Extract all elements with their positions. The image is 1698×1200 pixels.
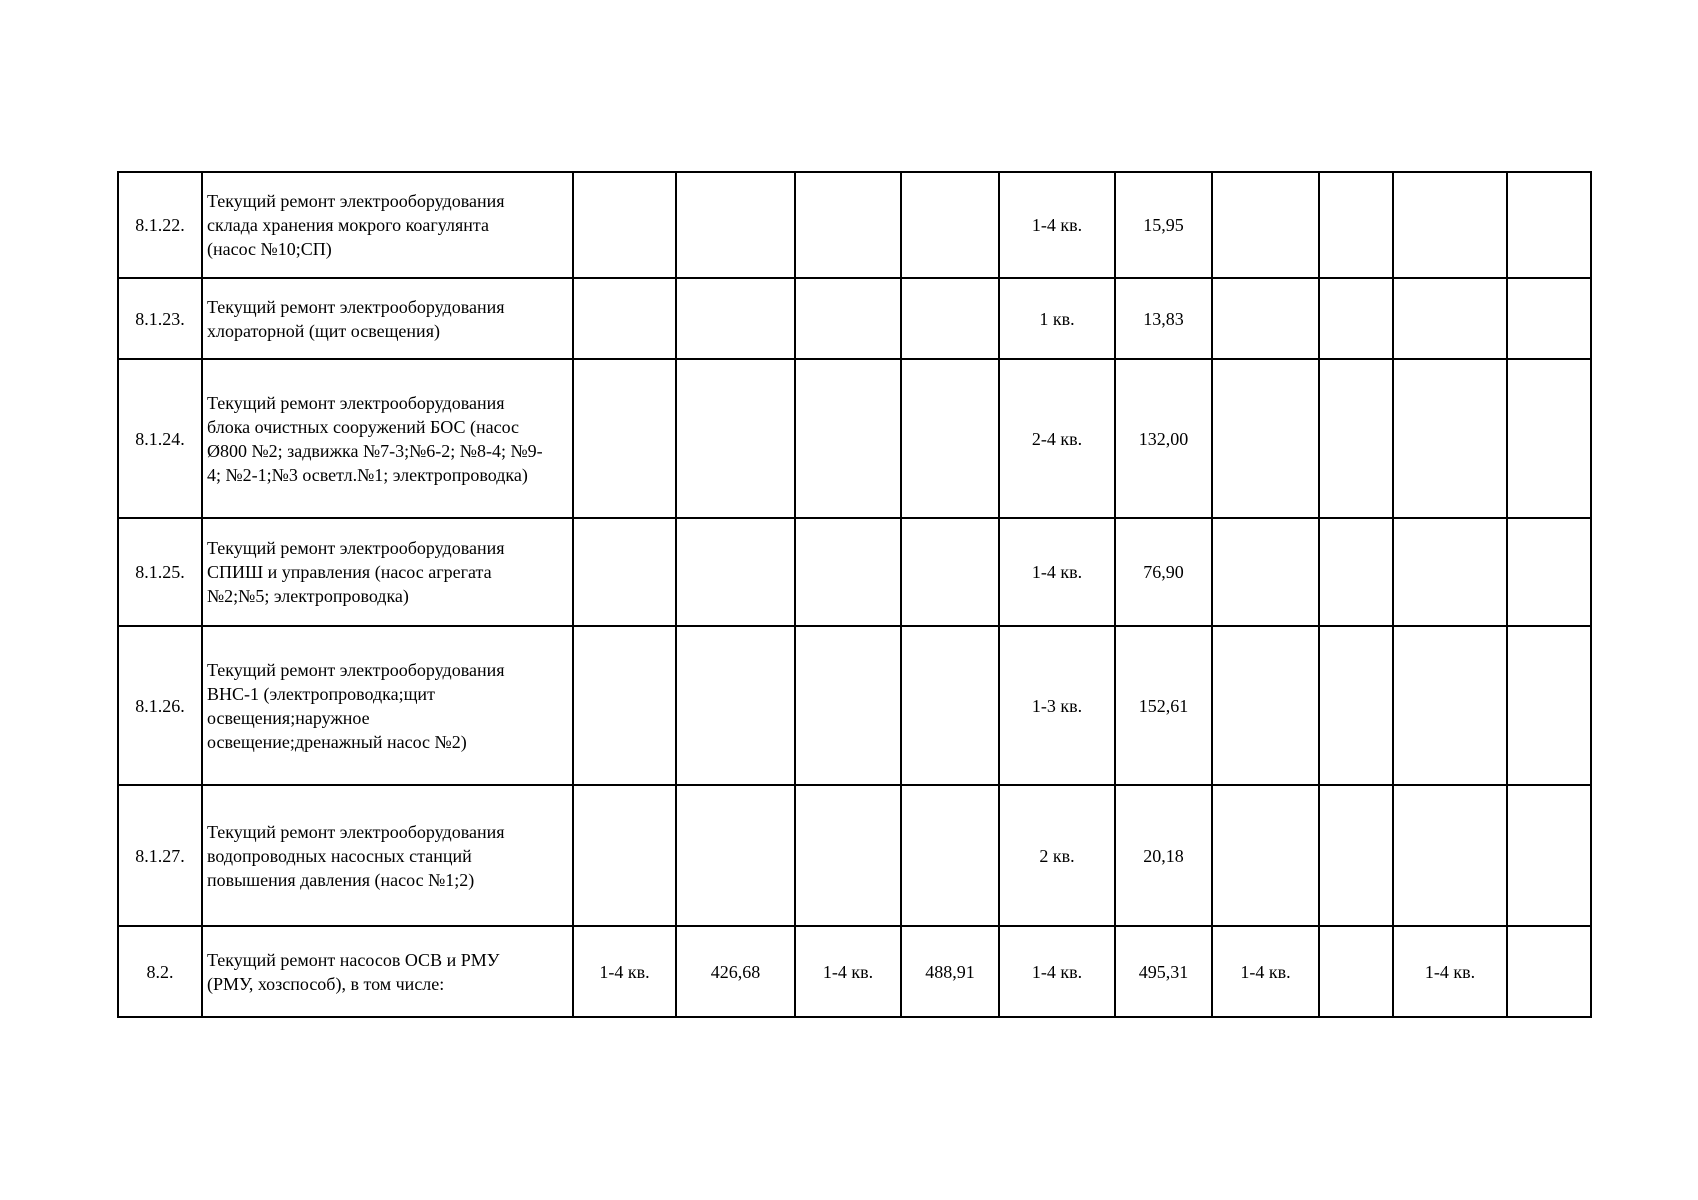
value-cell bbox=[1319, 785, 1393, 926]
description-line: (насос №10;СП) bbox=[207, 239, 332, 259]
value-cell bbox=[1507, 359, 1591, 518]
value-cell bbox=[1212, 172, 1319, 278]
description-line: СПИШ и управления (насос агрегата bbox=[207, 562, 492, 582]
value-cell bbox=[1393, 359, 1507, 518]
value-cell bbox=[1212, 626, 1319, 785]
value-cell: 1-4 кв. bbox=[999, 172, 1115, 278]
description-line: Текущий ремонт электрооборудования bbox=[207, 659, 505, 680]
item-number: 8.1.27. bbox=[118, 785, 202, 926]
value-cell: 426,68 bbox=[676, 926, 795, 1017]
description-line: ВНС-1 (электропроводка;щит bbox=[207, 683, 435, 704]
item-number: 8.1.25. bbox=[118, 518, 202, 626]
item-number: 8.1.24. bbox=[118, 359, 202, 518]
item-description bbox=[202, 518, 573, 626]
value-cell: 1-4 кв. bbox=[999, 518, 1115, 626]
value-cell bbox=[795, 785, 901, 926]
value-cell: 132,00 bbox=[1115, 359, 1212, 518]
value-cell bbox=[901, 172, 999, 278]
description-line: склада хранения мокрого коагулянта bbox=[207, 215, 489, 235]
value-cell: 1-4 кв. bbox=[1393, 926, 1507, 1017]
value-cell: 13,83 bbox=[1115, 278, 1212, 359]
table-row bbox=[118, 626, 1591, 785]
value-cell: 488,91 bbox=[901, 926, 999, 1017]
description-line: Текущий ремонт электрооборудования bbox=[207, 538, 505, 558]
value-cell bbox=[1319, 518, 1393, 626]
description-line: хлораторной (щит освещения) bbox=[207, 320, 440, 341]
value-cell bbox=[1212, 785, 1319, 926]
value-cell bbox=[1393, 518, 1507, 626]
value-cell bbox=[901, 278, 999, 359]
item-description bbox=[202, 359, 573, 518]
description-line: 4; №2-1;№3 осветл.№1; электропроводка) bbox=[207, 464, 528, 485]
description-line: Ø800 №2; задвижка №7-3;№6-2; №8-4; №9- bbox=[207, 440, 543, 461]
work-plan-table bbox=[117, 171, 1592, 1018]
description-line: блока очистных сооружений БОС (насос bbox=[207, 416, 520, 437]
value-cell bbox=[573, 518, 676, 626]
value-cell bbox=[1393, 278, 1507, 359]
value-cell: 20,18 bbox=[1115, 785, 1212, 926]
item-description bbox=[202, 172, 573, 278]
description-line: Текущий ремонт электрооборудования bbox=[207, 821, 505, 842]
value-cell bbox=[901, 785, 999, 926]
value-cell: 495,31 bbox=[1115, 926, 1212, 1017]
value-cell bbox=[1393, 172, 1507, 278]
value-cell bbox=[795, 518, 901, 626]
value-cell: 1-4 кв. bbox=[573, 926, 676, 1017]
item-number: 8.1.22. bbox=[118, 172, 202, 278]
value-cell: 1-3 кв. bbox=[999, 626, 1115, 785]
value-cell bbox=[1212, 278, 1319, 359]
value-cell bbox=[573, 785, 676, 926]
item-number: 8.1.26. bbox=[118, 626, 202, 785]
item-description bbox=[202, 926, 573, 1017]
value-cell bbox=[676, 278, 795, 359]
value-cell bbox=[1212, 518, 1319, 626]
value-cell bbox=[573, 278, 676, 359]
table-row bbox=[118, 518, 1591, 626]
value-cell bbox=[676, 172, 795, 278]
item-description bbox=[202, 785, 573, 926]
value-cell bbox=[1507, 518, 1591, 626]
value-cell bbox=[1507, 278, 1591, 359]
value-cell bbox=[676, 518, 795, 626]
value-cell: 15,95 bbox=[1115, 172, 1212, 278]
description-line: освещение;дренажный насос №2) bbox=[207, 731, 467, 752]
table-row bbox=[118, 359, 1591, 518]
value-cell bbox=[1212, 359, 1319, 518]
value-cell bbox=[795, 359, 901, 518]
value-cell: 1-4 кв. bbox=[795, 926, 901, 1017]
value-cell bbox=[676, 785, 795, 926]
value-cell: 76,90 bbox=[1115, 518, 1212, 626]
description-line: Текущий ремонт насосов ОСВ и РМУ bbox=[207, 949, 500, 970]
description-line: №2;№5; электропроводка) bbox=[207, 586, 409, 606]
value-cell bbox=[573, 626, 676, 785]
value-cell: 152,61 bbox=[1115, 626, 1212, 785]
value-cell bbox=[1393, 626, 1507, 785]
table-row bbox=[118, 278, 1591, 359]
table-body bbox=[118, 172, 1591, 1017]
value-cell bbox=[901, 518, 999, 626]
description-line: Текущий ремонт электрооборудования bbox=[207, 191, 505, 211]
value-cell bbox=[795, 278, 901, 359]
value-cell bbox=[1319, 278, 1393, 359]
value-cell bbox=[1507, 926, 1591, 1017]
value-cell: 2 кв. bbox=[999, 785, 1115, 926]
value-cell: 2-4 кв. bbox=[999, 359, 1115, 518]
value-cell bbox=[795, 626, 901, 785]
description-line: Текущий ремонт электрооборудования bbox=[207, 392, 505, 413]
value-cell bbox=[1507, 172, 1591, 278]
value-cell bbox=[1319, 172, 1393, 278]
value-cell bbox=[573, 172, 676, 278]
value-cell bbox=[795, 172, 901, 278]
value-cell: 1-4 кв. bbox=[999, 926, 1115, 1017]
item-description bbox=[202, 626, 573, 785]
value-cell bbox=[1319, 926, 1393, 1017]
value-cell bbox=[1507, 626, 1591, 785]
value-cell bbox=[676, 626, 795, 785]
item-number: 8.1.23. bbox=[118, 278, 202, 359]
value-cell bbox=[573, 359, 676, 518]
table-row bbox=[118, 785, 1591, 926]
value-cell bbox=[1319, 626, 1393, 785]
value-cell bbox=[901, 626, 999, 785]
value-cell: 1 кв. bbox=[999, 278, 1115, 359]
description-line: водопроводных насосных станций bbox=[207, 845, 472, 866]
item-description bbox=[202, 278, 573, 359]
value-cell bbox=[901, 359, 999, 518]
item-number: 8.2. bbox=[118, 926, 202, 1017]
table-row bbox=[118, 926, 1591, 1017]
description-line: повышения давления (насос №1;2) bbox=[207, 869, 475, 890]
description-line: Текущий ремонт электрооборудования bbox=[207, 296, 505, 317]
value-cell bbox=[1507, 785, 1591, 926]
table-row bbox=[118, 172, 1591, 278]
value-cell bbox=[676, 359, 795, 518]
description-line: освещения;наружное bbox=[207, 707, 370, 728]
value-cell bbox=[1319, 359, 1393, 518]
value-cell: 1-4 кв. bbox=[1212, 926, 1319, 1017]
value-cell bbox=[1393, 785, 1507, 926]
description-line: (РМУ, хозспособ), в том числе: bbox=[207, 973, 445, 994]
